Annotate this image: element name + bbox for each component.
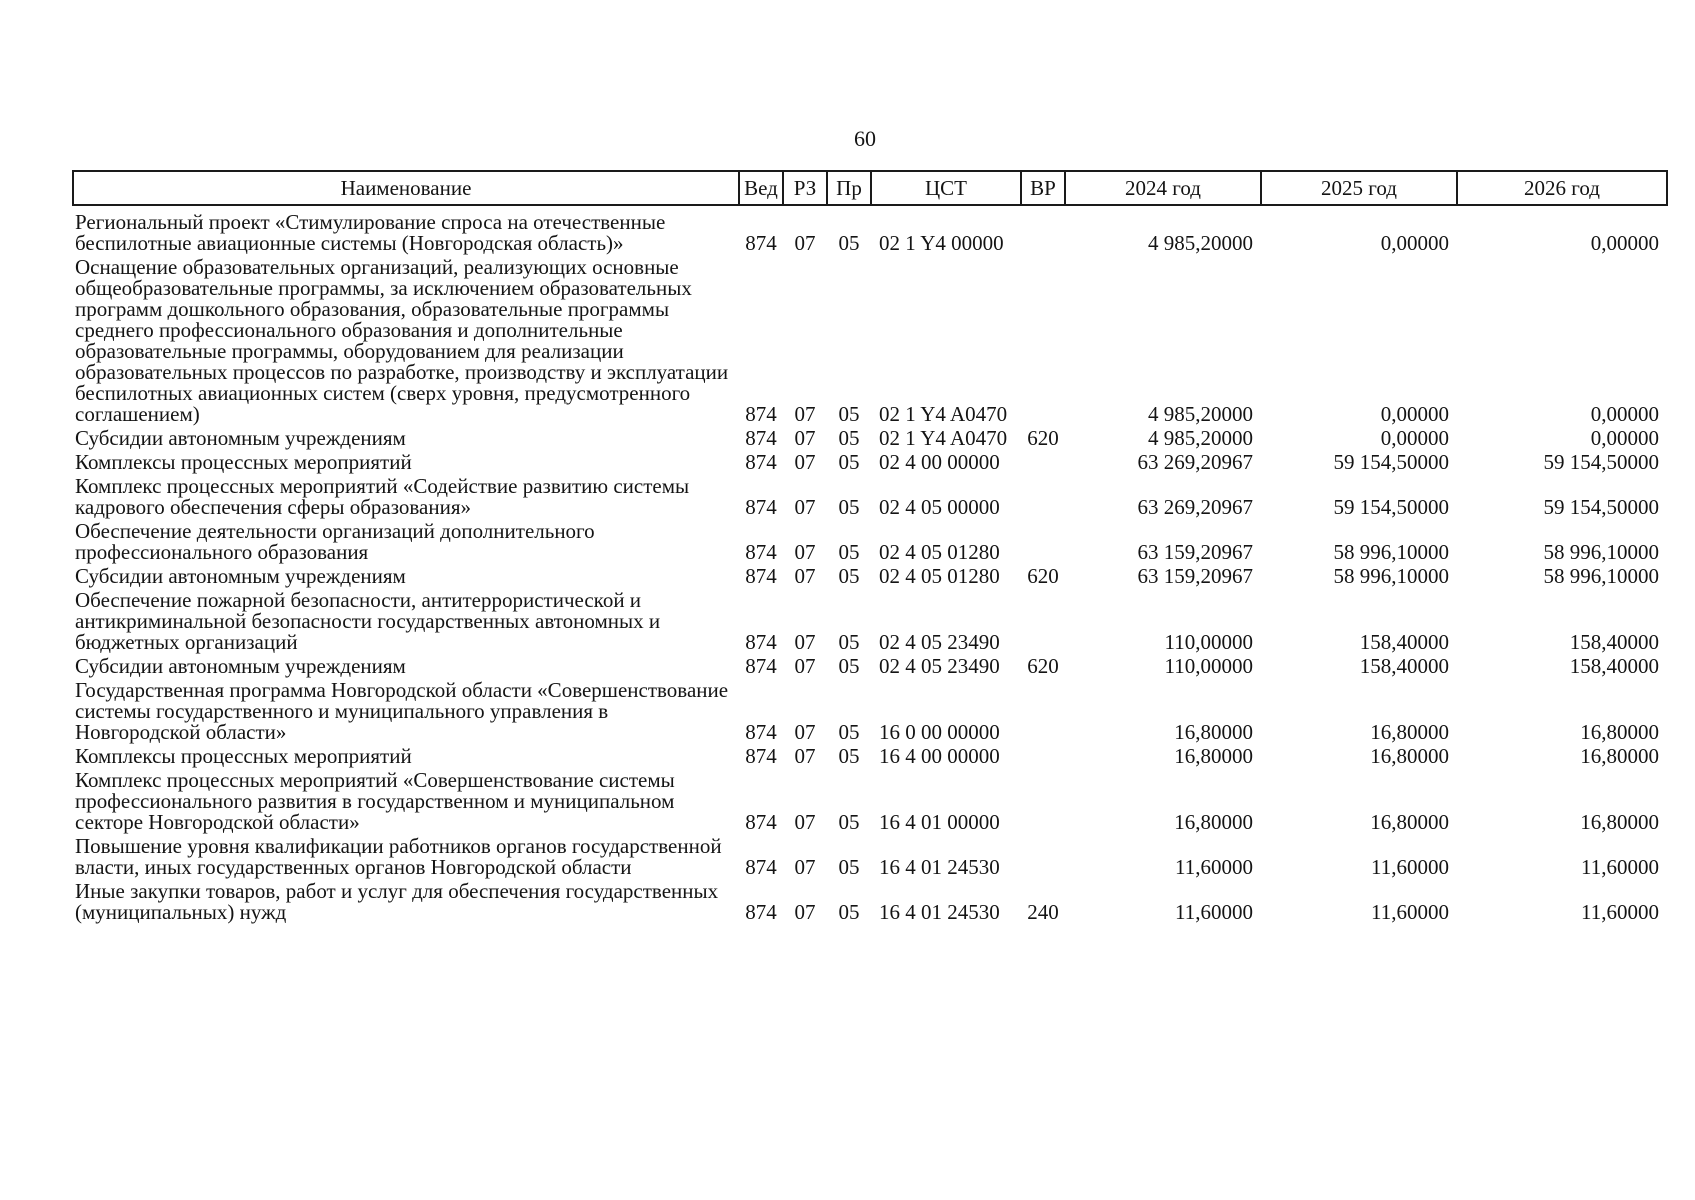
row-vr xyxy=(1021,770,1065,836)
row-2024: 11,60000 xyxy=(1175,855,1253,879)
row-2025: 16,80000 xyxy=(1370,810,1449,834)
row-rz: 07 xyxy=(794,495,816,519)
row-ved: 874 xyxy=(745,855,777,879)
row-2024: 63 159,20967 xyxy=(1137,564,1253,588)
row-rz: 07 xyxy=(794,810,816,834)
header-cst: ЦСТ xyxy=(871,171,1021,205)
row-vr xyxy=(1021,521,1065,566)
row-cst: 02 1 Y4 A0470 xyxy=(879,402,1008,426)
row-ved: 874 xyxy=(745,744,777,768)
row-cst: 02 4 05 01280 xyxy=(879,564,1000,588)
row-2026: 58 996,10000 xyxy=(1543,540,1659,564)
row-2025: 11,60000 xyxy=(1371,900,1449,924)
row-cst: 02 4 05 01280 xyxy=(879,540,1000,564)
row-2026: 58 996,10000 xyxy=(1543,564,1659,588)
table-row xyxy=(73,680,1667,746)
row-rz: 07 xyxy=(794,426,816,450)
row-vr xyxy=(1021,590,1065,656)
table-row xyxy=(73,746,1667,770)
row-vr xyxy=(1021,476,1065,521)
row-name: Комплексы процессных мероприятий xyxy=(75,450,412,474)
row-name: Обеспечение пожарной безопасности, антитеррористической и антикриминальной безопасности государственных автономных и бюджетных организаций xyxy=(75,588,661,654)
row-pr: 05 xyxy=(838,810,860,834)
row-rz: 07 xyxy=(794,855,816,879)
row-2025: 158,40000 xyxy=(1359,654,1449,678)
row-vr xyxy=(1021,746,1065,770)
row-2026: 0,00000 xyxy=(1590,231,1659,255)
row-vr xyxy=(1021,452,1065,476)
row-ved: 874 xyxy=(745,564,777,588)
table-row xyxy=(73,428,1667,452)
row-pr: 05 xyxy=(838,495,860,519)
row-pr: 05 xyxy=(838,426,860,450)
row-cst: 02 4 00 00000 xyxy=(879,450,1000,474)
row-vr: 620 xyxy=(1027,564,1059,588)
table-row xyxy=(73,476,1667,521)
row-ved: 874 xyxy=(745,231,777,255)
row-ved: 874 xyxy=(745,654,777,678)
row-cst: 02 1 Y4 A0470 xyxy=(879,426,1008,450)
row-ved: 874 xyxy=(745,900,777,924)
row-vr: 620 xyxy=(1027,654,1059,678)
row-pr: 05 xyxy=(838,900,860,924)
table-row xyxy=(73,452,1667,476)
row-2025: 0,00000 xyxy=(1380,426,1449,450)
row-2024: 4 985,20000 xyxy=(1148,402,1253,426)
row-2024: 63 159,20967 xyxy=(1137,540,1253,564)
row-2025: 58 996,10000 xyxy=(1333,564,1449,588)
row-vr xyxy=(1021,680,1065,746)
row-rz: 07 xyxy=(794,720,816,744)
row-cst: 02 4 05 23490 xyxy=(879,630,1000,654)
row-2026: 11,60000 xyxy=(1581,900,1659,924)
row-cst: 02 1 Y4 00000 xyxy=(879,231,1004,255)
row-pr: 05 xyxy=(838,630,860,654)
row-2024: 63 269,20967 xyxy=(1137,450,1253,474)
row-name: Государственная программа Новгородской области «Совершенствование системы государственного и муниципального управления в Новгородской области» xyxy=(75,678,729,744)
row-ved: 874 xyxy=(745,810,777,834)
row-pr: 05 xyxy=(838,564,860,588)
row-pr: 05 xyxy=(838,450,860,474)
row-pr: 05 xyxy=(838,744,860,768)
row-2026: 16,80000 xyxy=(1580,720,1659,744)
row-2024: 11,60000 xyxy=(1175,900,1253,924)
row-2026: 0,00000 xyxy=(1590,426,1659,450)
row-2025: 59 154,50000 xyxy=(1333,495,1449,519)
row-2026: 59 154,50000 xyxy=(1543,450,1659,474)
row-rz: 07 xyxy=(794,900,816,924)
row-vr: 620 xyxy=(1027,426,1059,450)
row-pr: 05 xyxy=(838,720,860,744)
row-cst: 02 4 05 23490 xyxy=(879,654,1000,678)
row-rz: 07 xyxy=(794,540,816,564)
row-vr: 240 xyxy=(1027,900,1059,924)
row-vr xyxy=(1021,257,1065,428)
row-ved: 874 xyxy=(745,720,777,744)
table-header xyxy=(73,171,1667,205)
table-row xyxy=(73,836,1667,881)
row-2025: 16,80000 xyxy=(1370,744,1449,768)
table-row xyxy=(73,881,1667,926)
row-cst: 02 4 05 00000 xyxy=(879,495,1000,519)
table-row xyxy=(73,590,1667,656)
row-2025: 158,40000 xyxy=(1359,630,1449,654)
row-cst: 16 4 00 00000 xyxy=(879,744,1000,768)
row-2025: 11,60000 xyxy=(1371,855,1449,879)
row-rz: 07 xyxy=(794,630,816,654)
table-row xyxy=(73,566,1667,590)
budget-table xyxy=(72,170,1668,926)
row-2026: 16,80000 xyxy=(1580,744,1659,768)
table-body xyxy=(73,205,1667,926)
row-cst: 16 0 00 00000 xyxy=(879,720,1000,744)
row-name: Субсидии автономным учреждениям xyxy=(75,564,406,588)
header-name: Наименование xyxy=(73,171,739,205)
row-2024: 16,80000 xyxy=(1174,810,1253,834)
row-ved: 874 xyxy=(745,630,777,654)
row-2024: 110,00000 xyxy=(1164,654,1253,678)
row-ved: 874 xyxy=(745,540,777,564)
row-name: Обеспечение деятельности организаций дополнительного профессионального образования xyxy=(75,519,595,564)
header-vr: ВР xyxy=(1021,171,1065,205)
row-rz: 07 xyxy=(794,744,816,768)
row-rz: 07 xyxy=(794,402,816,426)
row-pr: 05 xyxy=(838,402,860,426)
row-name: Иные закупки товаров, работ и услуг для обеспечения государственных (муниципальных) нужд xyxy=(75,879,719,924)
header-2025: 2025 год xyxy=(1261,171,1457,205)
header-ved: Вед xyxy=(739,171,783,205)
row-ved: 874 xyxy=(745,495,777,519)
row-vr xyxy=(1021,205,1065,257)
row-name: Региональный проект «Стимулирование спроса на отечественные беспилотные авиационные системы (Новгородская область)» xyxy=(75,210,666,255)
row-pr: 05 xyxy=(838,231,860,255)
row-2025: 16,80000 xyxy=(1370,720,1449,744)
header-pr: Пр xyxy=(827,171,871,205)
row-cst: 16 4 01 24530 xyxy=(879,900,1000,924)
row-2024: 110,00000 xyxy=(1164,630,1253,654)
row-pr: 05 xyxy=(838,654,860,678)
row-name: Субсидии автономным учреждениям xyxy=(75,654,406,678)
table-row xyxy=(73,656,1667,680)
row-ved: 874 xyxy=(745,450,777,474)
row-name: Оснащение образовательных организаций, реализующих основные общеобразовательные программы, за исключением образовательных программ дошкольного образования, образовательные программы среднего профессионального образования и дополнительные образовательные программы, оборудованием для реализации образовательных процессов по разработке, производству и эксплуатации беспилотных авиационных систем (сверх уровня, предусмотренного соглашением) xyxy=(75,255,729,426)
row-rz: 07 xyxy=(794,654,816,678)
header-2026: 2026 год xyxy=(1457,171,1667,205)
row-2026: 158,40000 xyxy=(1569,654,1659,678)
row-name: Субсидии автономным учреждениям xyxy=(75,426,406,450)
header-rz: РЗ xyxy=(783,171,827,205)
row-rz: 07 xyxy=(794,450,816,474)
row-2024: 4 985,20000 xyxy=(1148,231,1253,255)
row-2026: 59 154,50000 xyxy=(1543,495,1659,519)
row-2026: 11,60000 xyxy=(1581,855,1659,879)
row-2024: 16,80000 xyxy=(1174,720,1253,744)
table-row xyxy=(73,770,1667,836)
row-rz: 07 xyxy=(794,231,816,255)
row-2025: 58 996,10000 xyxy=(1333,540,1449,564)
row-2025: 0,00000 xyxy=(1380,231,1449,255)
row-2024: 16,80000 xyxy=(1174,744,1253,768)
row-rz: 07 xyxy=(794,564,816,588)
row-name: Комплексы процессных мероприятий xyxy=(75,744,412,768)
row-ved: 874 xyxy=(745,426,777,450)
row-2026: 16,80000 xyxy=(1580,810,1659,834)
row-2024: 63 269,20967 xyxy=(1137,495,1253,519)
row-ved: 874 xyxy=(745,402,777,426)
row-cst: 16 4 01 24530 xyxy=(879,855,1000,879)
row-name: Комплекс процессных мероприятий «Совершенствование системы профессионального развития в государственном и муниципальном секторе Новгородской области» xyxy=(75,768,675,834)
row-pr: 05 xyxy=(838,855,860,879)
table-row xyxy=(73,257,1667,428)
header-2024: 2024 год xyxy=(1065,171,1261,205)
row-2024: 4 985,20000 xyxy=(1148,426,1253,450)
row-2025: 0,00000 xyxy=(1380,402,1449,426)
row-2025: 59 154,50000 xyxy=(1333,450,1449,474)
row-2026: 158,40000 xyxy=(1569,630,1659,654)
row-pr: 05 xyxy=(838,540,860,564)
table-row xyxy=(73,205,1667,257)
page-number: 60 xyxy=(854,126,876,151)
row-cst: 16 4 01 00000 xyxy=(879,810,1000,834)
row-vr xyxy=(1021,836,1065,881)
table-row xyxy=(73,521,1667,566)
row-name: Комплекс процессных мероприятий «Содействие развитию системы кадрового обеспечения сферы образования» xyxy=(75,474,690,519)
row-name: Повышение уровня квалификации работников органов государственной власти, иных государственных органов Новгородской области xyxy=(75,834,722,879)
row-2026: 0,00000 xyxy=(1590,402,1659,426)
